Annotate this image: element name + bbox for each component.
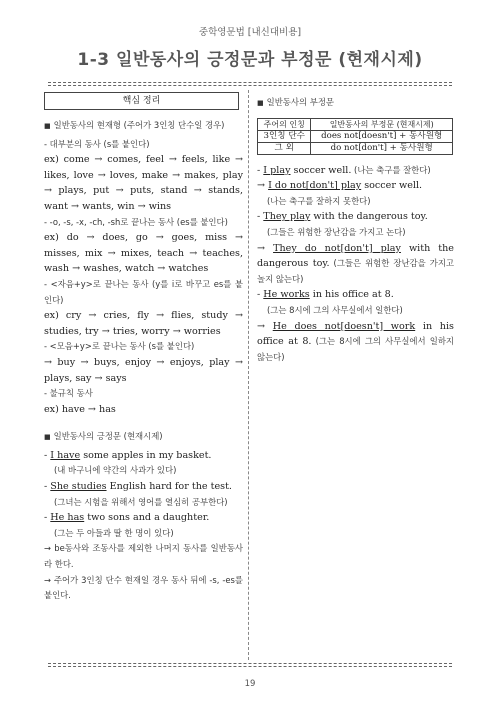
square-bullet-icon: ■	[44, 433, 51, 442]
translation: (그들은 위험한 장난감을 가지고 논다)	[267, 226, 406, 237]
rule-line: - -o, -s, -x, -ch, -sh로 끝나는 동사 (es를 붙인다)	[44, 216, 228, 227]
rule-line: - 대부분의 동사 (s를 붙인다)	[44, 138, 150, 149]
right-column	[257, 92, 454, 365]
example-sentence: - I have some apples in my basket.	[44, 449, 212, 461]
bottom-divider	[48, 663, 452, 664]
translation: (내 바구니에 약간의 사과가 있다)	[54, 465, 177, 476]
left-column	[44, 92, 243, 604]
table-cell: 그 외	[258, 142, 311, 154]
negative-sentence: → They do not[don't] play with the dangerous toy. (그들은 위험한 장난감을 가지고 놀지 않는다)	[257, 242, 454, 284]
summary-box-title: 핵심 정리	[44, 92, 239, 110]
bottom-divider-2	[48, 666, 452, 667]
rule-line: - <자음+y>로 끝나는 동사 (y를 i로 바꾸고 es를 붙인다)	[44, 278, 243, 305]
negative-sentence: → I do not[don't] play soccer well.	[257, 180, 423, 192]
square-bullet-icon: ■	[44, 122, 51, 130]
top-divider-2	[48, 85, 452, 86]
section-heading-negative: ■ 일반동사의 부정문	[257, 97, 335, 107]
translation: (그는 두 아들과 딸 한 명이 있다)	[54, 527, 174, 538]
example-line: ex) cry → cries, fly → flies, study → studies, try → tries, worry → worries	[44, 310, 243, 337]
example-line: → buy → buys, enjoy → enjoys, play → plays, say → says	[44, 356, 243, 384]
example-line: ex) come → comes, feel → feels, like → likes, love → loves, make → makes, play → plays, put → puts, stand → stands, want → wants, win → wins	[44, 154, 243, 212]
table-cell: 3인칭 단수	[258, 130, 311, 142]
table-cell: does not[doesn't] + 동사원형	[311, 130, 453, 142]
table-header: 주어의 인칭	[258, 118, 311, 130]
note: → 주어가 3인칭 단수 현재일 경우 동사 뒤에 -s, -es를 붙인다.	[44, 574, 243, 601]
section-heading-present: ■ 일반동사의 현재형 (주어가 3인칭 단수일 경우)	[44, 120, 225, 130]
square-bullet-icon: ■	[257, 99, 264, 107]
example-line: ex) do → does, go → goes, miss → misses, mix → mixes, teach → teaches, wash → washes, watch → watches	[44, 232, 243, 275]
example-sentence: - She studies English hard for the test.	[44, 481, 232, 493]
page-number: 19	[244, 679, 256, 689]
column-divider	[248, 90, 249, 660]
example-sentence: - They play with the dangerous toy.	[257, 211, 428, 223]
example-line: ex) have → has	[44, 403, 116, 415]
table-cell: do not[don't] + 동사원형	[311, 142, 453, 154]
translation: (그녀는 시험을 위해서 영어를 열심히 공부한다)	[54, 496, 228, 507]
example-sentence: - He has two sons and a daughter.	[44, 512, 210, 524]
example-sentence: - I play soccer well. (나는 축구를 잘한다)	[257, 164, 431, 176]
rule-line: - <모음+y>로 끝나는 동사 (s를 붙인다)	[44, 341, 195, 352]
note: → be동사와 조동사를 제외한 나머지 동사를 일반동사라 한다.	[44, 543, 243, 570]
book-subtitle: 중학영문법 [내신대비용]	[198, 27, 302, 38]
section-heading-affirmative: ■ 일반동사의 긍정문 (현재시제)	[44, 431, 163, 442]
top-divider	[48, 82, 452, 83]
rule-line: - 불규칙 동사	[44, 388, 93, 399]
translation: (그는 8시에 그의 사무실에서 일한다)	[267, 304, 403, 315]
example-sentence: - He works in his office at 8.	[257, 289, 394, 301]
table-header: 일반동사의 부정문 (현재시제)	[311, 118, 453, 130]
negative-sentence: → He does not[doesn't] work in his office at 8. (그는 8시에 그의 사무실에서 일하지 않는다)	[257, 320, 454, 362]
table-header-row	[258, 118, 453, 130]
table-row	[258, 142, 453, 154]
page-title: 1-3 일반동사의 긍정문과 부정문 (현재시제)	[77, 50, 423, 70]
negative-form-table	[257, 118, 453, 155]
translation: (나는 축구를 잘하지 못한다)	[267, 195, 371, 206]
table-row	[258, 130, 453, 142]
